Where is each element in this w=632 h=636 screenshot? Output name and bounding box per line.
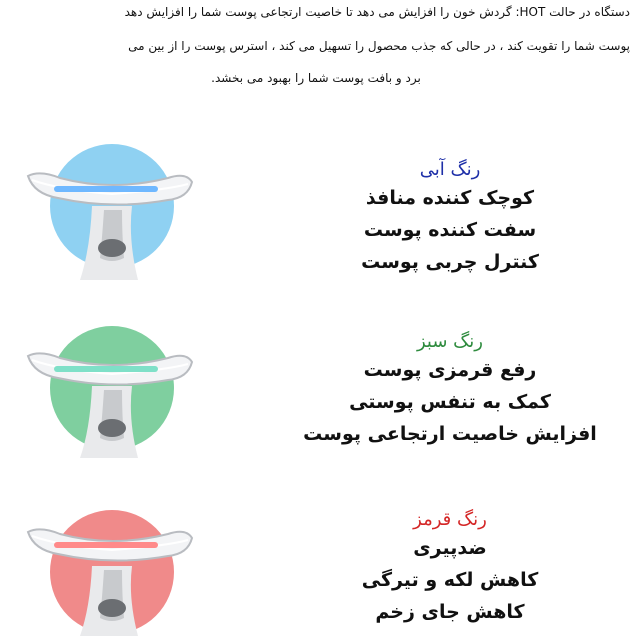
feature-item: رفع قرمزی پوست (363, 359, 537, 381)
intro-line-3: برد و بافت پوست شما را بهبود می بخشد. (211, 71, 421, 85)
device-image-red (20, 496, 200, 636)
color-title-green: رنگ سبز (417, 331, 483, 352)
mode-block-red (0, 496, 632, 632)
features-red (290, 508, 610, 628)
intro-line-2: پوست شما را تقویت کند ، در حالی که جذب محصول را تسهیل می کند ، استرس پوست را از بین می (128, 39, 630, 53)
mode-block-green (0, 318, 632, 468)
feature-item: ضدپیری (413, 537, 487, 559)
device-image-blue (20, 140, 200, 280)
feature-item: سفت کننده پوست (363, 219, 537, 241)
device-image-green (20, 318, 200, 458)
feature-item: کمک به تنفس پوستی (349, 391, 551, 413)
features-blue (290, 158, 610, 278)
color-title-blue: رنگ آبی (419, 159, 481, 180)
intro-line-1: دستگاه در حالت HOT: گردش خون را افزایش می دهد تا خاصیت ارتجاعی پوست شما را افزایش دهد (124, 5, 630, 19)
color-title-red: رنگ قرمز (413, 509, 487, 530)
feature-item: کاهش جای زخم (375, 601, 525, 623)
features-green (290, 330, 610, 450)
feature-item: کاهش لکه و تیرگی (361, 569, 539, 591)
feature-item: افزایش خاصیت ارتجاعی پوست (303, 423, 597, 445)
feature-item: کوچک کننده منافذ (365, 187, 535, 209)
mode-block-blue (0, 140, 632, 290)
feature-item: کنترل چربی پوست (361, 251, 539, 273)
